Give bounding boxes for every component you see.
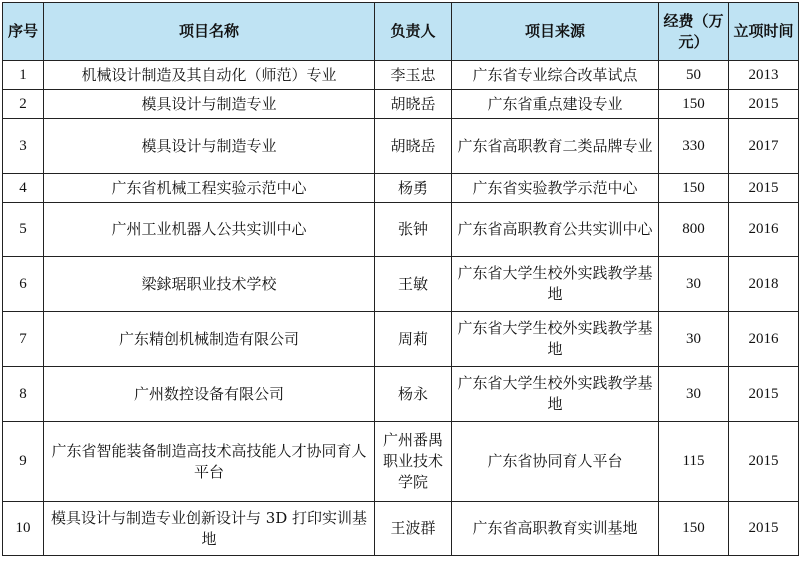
header-funds: 经费（万元）: [659, 3, 729, 61]
header-lead: 负责人: [375, 3, 452, 61]
cell-year: 2016: [729, 312, 799, 367]
header-name: 项目名称: [44, 3, 375, 61]
table-row: [3, 174, 799, 203]
cell-source: 广东省大学生校外实践教学基地: [452, 257, 659, 312]
header-index: 序号: [3, 3, 44, 61]
cell-funds: 30: [659, 367, 729, 422]
cell-index: 10: [3, 502, 44, 556]
cell-funds: 50: [659, 61, 729, 90]
cell-year: 2015: [729, 367, 799, 422]
cell-source: 广东省实验教学示范中心: [452, 174, 659, 203]
table-row: [3, 367, 799, 422]
header-row: [3, 3, 799, 61]
table-row: [3, 90, 799, 119]
cell-source: 广东省高职教育二类品牌专业: [452, 119, 659, 174]
header-source: 项目来源: [452, 3, 659, 61]
cell-name: 模具设计与制造专业创新设计与 3D 打印实训基地: [44, 502, 375, 556]
cell-year: 2016: [729, 203, 799, 257]
cell-index: 2: [3, 90, 44, 119]
cell-year: 2017: [729, 119, 799, 174]
cell-funds: 150: [659, 502, 729, 556]
cell-name: 模具设计与制造专业: [44, 90, 375, 119]
cell-lead: 广州番禺职业技术学院: [375, 422, 452, 502]
cell-name: 广东精创机械制造有限公司: [44, 312, 375, 367]
cell-source: 广东省大学生校外实践教学基地: [452, 312, 659, 367]
cell-lead: 杨永: [375, 367, 452, 422]
cell-funds: 115: [659, 422, 729, 502]
cell-name: 模具设计与制造专业: [44, 119, 375, 174]
cell-lead: 周莉: [375, 312, 452, 367]
cell-index: 5: [3, 203, 44, 257]
cell-funds: 800: [659, 203, 729, 257]
cell-index: 8: [3, 367, 44, 422]
cell-year: 2015: [729, 502, 799, 556]
cell-name: 机械设计制造及其自动化（师范）专业: [44, 61, 375, 90]
cell-lead: 王波群: [375, 502, 452, 556]
cell-lead: 胡晓岳: [375, 90, 452, 119]
cell-lead: 李玉忠: [375, 61, 452, 90]
cell-funds: 30: [659, 257, 729, 312]
cell-funds: 150: [659, 90, 729, 119]
table-row: [3, 502, 799, 556]
cell-name: 梁銶琚职业技术学校: [44, 257, 375, 312]
cell-name: 广州数控设备有限公司: [44, 367, 375, 422]
cell-year: 2018: [729, 257, 799, 312]
cell-source: 广东省高职教育实训基地: [452, 502, 659, 556]
cell-index: 4: [3, 174, 44, 203]
cell-source: 广东省协同育人平台: [452, 422, 659, 502]
cell-funds: 150: [659, 174, 729, 203]
projects-table: [2, 2, 799, 556]
table-row: [3, 312, 799, 367]
cell-lead: 胡晓岳: [375, 119, 452, 174]
cell-funds: 30: [659, 312, 729, 367]
cell-source: 广东省大学生校外实践教学基地: [452, 367, 659, 422]
cell-index: 6: [3, 257, 44, 312]
table-row: [3, 257, 799, 312]
cell-source: 广东省专业综合改革试点: [452, 61, 659, 90]
cell-index: 3: [3, 119, 44, 174]
cell-year: 2013: [729, 61, 799, 90]
cell-index: 9: [3, 422, 44, 502]
cell-index: 1: [3, 61, 44, 90]
cell-year: 2015: [729, 90, 799, 119]
header-year: 立项时间: [729, 3, 799, 61]
cell-name: 广州工业机器人公共实训中心: [44, 203, 375, 257]
cell-lead: 张钟: [375, 203, 452, 257]
cell-year: 2015: [729, 174, 799, 203]
table-row: [3, 61, 799, 90]
cell-year: 2015: [729, 422, 799, 502]
cell-source: 广东省重点建设专业: [452, 90, 659, 119]
cell-funds: 330: [659, 119, 729, 174]
table-row: [3, 119, 799, 174]
cell-name: 广东省机械工程实验示范中心: [44, 174, 375, 203]
cell-source: 广东省高职教育公共实训中心: [452, 203, 659, 257]
cell-index: 7: [3, 312, 44, 367]
table-row: [3, 422, 799, 502]
cell-name: 广东省智能装备制造高技术高技能人才协同育人平台: [44, 422, 375, 502]
cell-lead: 王敏: [375, 257, 452, 312]
table-row: [3, 203, 799, 257]
cell-lead: 杨勇: [375, 174, 452, 203]
